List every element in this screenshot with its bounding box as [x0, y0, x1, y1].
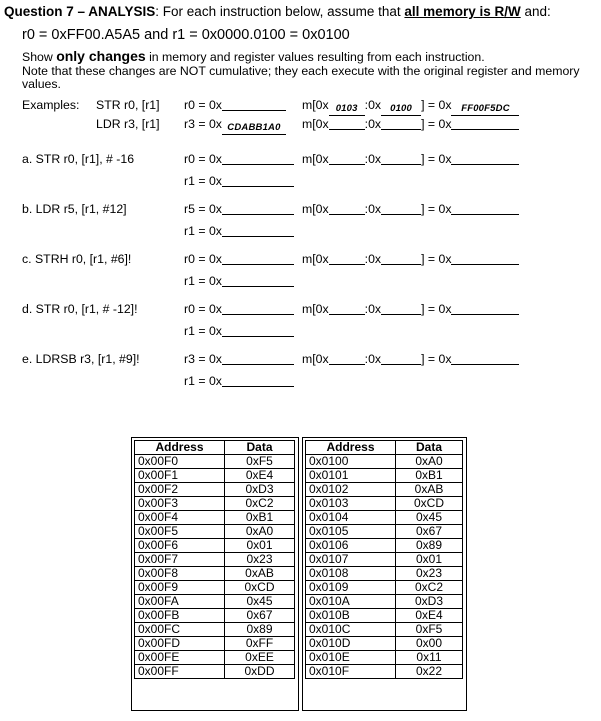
answer-blank[interactable]: [222, 324, 294, 337]
address-cell: 0x00F4: [135, 511, 225, 525]
address-cell: 0x0103: [306, 497, 396, 511]
initial-registers: r0 = 0xFF00.A5A5 and r1 = 0x0000.0100 = 0x0100: [22, 27, 350, 43]
mem-label: m[0x: [302, 302, 329, 316]
answer-blank[interactable]: [222, 252, 294, 265]
answer-blank[interactable]: [222, 374, 294, 387]
answer-blank[interactable]: [381, 152, 421, 165]
column-header: Data: [396, 441, 463, 455]
problem-register-2: [184, 224, 294, 238]
example2-memory: [302, 117, 519, 131]
data-cell: 0x00: [396, 637, 463, 651]
address-cell: 0x0109: [306, 581, 396, 595]
reg-label: r1 = 0x: [184, 374, 222, 388]
mem-sep: :0x: [364, 98, 382, 112]
answer-blank[interactable]: [451, 302, 519, 315]
reg-label: r1 = 0x: [184, 274, 222, 288]
table-row: [135, 567, 295, 581]
column-header: Address: [306, 441, 396, 455]
mem-eq: ] = 0x: [421, 302, 452, 316]
reg-label: r1 = 0x: [184, 324, 222, 338]
data-cell: 0xFF: [225, 637, 295, 651]
question-suffix: and:: [520, 4, 551, 19]
address-cell: 0x010A: [306, 595, 396, 609]
table-row: [135, 455, 295, 469]
problem-register-1: [184, 152, 294, 166]
answer-blank[interactable]: [451, 352, 519, 365]
table-row: [135, 511, 295, 525]
mem-sep: :0x: [364, 252, 382, 266]
data-cell: 0xF5: [225, 455, 295, 469]
example1-register: [184, 98, 286, 112]
table-row: [306, 553, 463, 567]
table-row: [135, 469, 295, 483]
table-row: [135, 651, 295, 665]
column-header: Data: [225, 441, 295, 455]
address-cell: 0x0105: [306, 525, 396, 539]
mem-eq: ] = 0x: [421, 352, 452, 366]
data-cell: 0x11: [396, 651, 463, 665]
reg-label: r3 = 0x: [184, 117, 222, 131]
mem-eq: ] = 0x: [421, 152, 452, 166]
mem-sep: :0x: [364, 117, 382, 131]
question-title: [4, 4, 551, 19]
mem-label: m[0x: [302, 202, 329, 216]
memory-table-left: [134, 440, 295, 679]
address-cell: 0x00F5: [135, 525, 225, 539]
data-cell: 0xA0: [396, 455, 463, 469]
data-cell: 0xE4: [396, 609, 463, 623]
table-row: [135, 497, 295, 511]
address-cell: 0x010C: [306, 623, 396, 637]
data-cell: 0xEE: [225, 651, 295, 665]
address-cell: 0x010F: [306, 665, 396, 679]
table-row: [306, 581, 463, 595]
desc-bold: only changes: [56, 48, 146, 64]
table-row: [135, 609, 295, 623]
problem-label: c. STRH r0, [r1, #6]!: [22, 252, 132, 266]
address-cell: 0x00FC: [135, 623, 225, 637]
data-cell: 0xB1: [225, 511, 295, 525]
example1-memory: [302, 98, 519, 116]
answer-blank[interactable]: [381, 302, 421, 315]
example2-register: [184, 117, 286, 135]
example2-instruction: LDR r3, [r1]: [96, 117, 160, 131]
desc-text: in memory and register values resulting from each instruction.: [145, 50, 485, 64]
data-cell: 0xC2: [396, 581, 463, 595]
table-row: [306, 483, 463, 497]
answer-blank: FF00F5DC: [451, 103, 519, 116]
data-cell: 0xAB: [225, 567, 295, 581]
reg-label: r0 = 0x: [184, 302, 222, 316]
address-cell: 0x00FF: [135, 665, 225, 679]
reg-label: r0 = 0x: [184, 152, 222, 166]
table-row: [306, 637, 463, 651]
address-cell: 0x0106: [306, 539, 396, 553]
problem-memory: [302, 152, 519, 166]
address-cell: 0x010D: [306, 637, 396, 651]
address-cell: 0x0101: [306, 469, 396, 483]
problem-label: d. STR r0, [r1, # -12]!: [22, 302, 138, 316]
data-cell: 0xA0: [225, 525, 295, 539]
desc-text: Show: [22, 50, 57, 64]
question-text: : For each instruction below, assume that: [155, 4, 405, 19]
problem-label: e. LDRSB r3, [r1, #9]!: [22, 352, 140, 366]
mem-sep: :0x: [364, 352, 382, 366]
answer-blank[interactable]: [451, 252, 519, 265]
data-cell: 0x01: [396, 553, 463, 567]
data-cell: 0x45: [225, 595, 295, 609]
data-cell: 0xD3: [225, 483, 295, 497]
data-cell: 0xAB: [396, 483, 463, 497]
answer-blank[interactable]: [222, 98, 286, 111]
answer-blank[interactable]: [451, 152, 519, 165]
address-cell: 0x0108: [306, 567, 396, 581]
address-cell: 0x00F7: [135, 553, 225, 567]
mem-sep: :0x: [364, 302, 382, 316]
mem-eq: ] = 0x: [421, 252, 452, 266]
table-row: [306, 511, 463, 525]
answer-blank[interactable]: [329, 152, 365, 165]
table-row: [306, 525, 463, 539]
mem-eq: ] = 0x: [421, 98, 452, 112]
data-cell: 0xE4: [225, 469, 295, 483]
table-row: [135, 637, 295, 651]
address-cell: 0x00FE: [135, 651, 225, 665]
address-cell: 0x00F0: [135, 455, 225, 469]
problem-register-2: [184, 374, 294, 388]
mem-label: m[0x: [302, 152, 329, 166]
answer-blank[interactable]: [329, 117, 365, 130]
address-cell: 0x00F1: [135, 469, 225, 483]
mem-sep: :0x: [364, 152, 382, 166]
table-row: [306, 455, 463, 469]
problem-label: b. LDR r5, [r1, #12]: [22, 202, 127, 216]
column-header: Address: [135, 441, 225, 455]
address-cell: 0x00FB: [135, 609, 225, 623]
table-row: [306, 469, 463, 483]
data-cell: 0x89: [225, 623, 295, 637]
address-cell: 0x00F8: [135, 567, 225, 581]
data-cell: 0x89: [396, 539, 463, 553]
answer-blank[interactable]: [329, 352, 365, 365]
question-prefix: Question 7 – ANALYSIS: [4, 4, 156, 19]
answer-blank[interactable]: [222, 152, 294, 165]
data-cell: 0xDD: [225, 665, 295, 679]
data-cell: 0x67: [396, 525, 463, 539]
table-row: [306, 595, 463, 609]
table-row: [135, 539, 295, 553]
reg-label: r1 = 0x: [184, 174, 222, 188]
reg-label: r0 = 0x: [184, 252, 222, 266]
problem-memory: [302, 252, 519, 266]
mem-eq: ] = 0x: [421, 117, 452, 131]
mem-label: m[0x: [302, 352, 329, 366]
example1-instruction: STR r0, [r1]: [96, 98, 160, 112]
address-cell: 0x00F2: [135, 483, 225, 497]
table-row: [306, 665, 463, 679]
table-row: [306, 651, 463, 665]
problem-register-1: [184, 252, 294, 266]
problem-register-1: [184, 352, 294, 366]
problem-register-2: [184, 174, 294, 188]
data-cell: 0xF5: [396, 623, 463, 637]
table-row: [135, 623, 295, 637]
desc-note: Note that these changes are NOT cumulative; they each execute with the original register and memory values.: [22, 63, 580, 91]
address-cell: 0x010E: [306, 651, 396, 665]
problem-register-1: [184, 302, 294, 316]
mem-sep: :0x: [364, 202, 382, 216]
answer-blank[interactable]: [222, 202, 294, 215]
question-emphasis: all memory is R/W: [404, 4, 521, 19]
address-cell: 0x0100: [306, 455, 396, 469]
address-cell: 0x0104: [306, 511, 396, 525]
address-cell: 0x00FA: [135, 595, 225, 609]
reg-label: r0 = 0x: [184, 98, 222, 112]
data-cell: 0xCD: [225, 581, 295, 595]
table-row: [135, 581, 295, 595]
data-cell: 0xC2: [225, 497, 295, 511]
table-row: [306, 539, 463, 553]
answer-blank[interactable]: [222, 302, 294, 315]
address-cell: 0x0102: [306, 483, 396, 497]
table-row: [135, 525, 295, 539]
answer-blank[interactable]: [381, 202, 421, 215]
data-cell: 0xD3: [396, 595, 463, 609]
answer-blank[interactable]: [222, 352, 294, 365]
address-cell: 0x00F6: [135, 539, 225, 553]
table-row: [135, 665, 295, 679]
table-row: [135, 595, 295, 609]
table-row: [306, 609, 463, 623]
memory-table-right: [305, 440, 463, 679]
data-cell: 0x45: [396, 511, 463, 525]
data-cell: 0x01: [225, 539, 295, 553]
problem-memory: [302, 302, 519, 316]
table-row: [135, 483, 295, 497]
answer-blank[interactable]: [451, 117, 519, 130]
answer-blank[interactable]: [451, 202, 519, 215]
reg-label: r3 = 0x: [184, 352, 222, 366]
data-cell: 0x22: [396, 665, 463, 679]
address-cell: 0x00FD: [135, 637, 225, 651]
answer-blank[interactable]: [381, 352, 421, 365]
answer-blank[interactable]: [329, 302, 365, 315]
address-cell: 0x010B: [306, 609, 396, 623]
answer-blank: 0100: [381, 103, 421, 116]
problem-memory: [302, 202, 519, 216]
answer-blank[interactable]: [222, 224, 294, 237]
problem-register-1: [184, 202, 294, 216]
address-cell: 0x00F9: [135, 581, 225, 595]
answer-blank[interactable]: [222, 274, 294, 287]
instructions-description: [22, 50, 597, 92]
table-row: [306, 497, 463, 511]
answer-blank[interactable]: [381, 252, 421, 265]
answer-blank[interactable]: [222, 174, 294, 187]
address-cell: 0x0107: [306, 553, 396, 567]
data-cell: 0xB1: [396, 469, 463, 483]
examples-label: Examples:: [22, 98, 80, 112]
table-row: [306, 567, 463, 581]
data-cell: 0xCD: [396, 497, 463, 511]
mem-label: m[0x: [302, 117, 329, 131]
data-cell: 0x23: [225, 553, 295, 567]
answer-blank: CDABB1A0: [222, 122, 286, 135]
problem-register-2: [184, 324, 294, 338]
answer-blank[interactable]: [329, 202, 365, 215]
data-cell: 0x67: [225, 609, 295, 623]
table-row: [306, 623, 463, 637]
problem-label: a. STR r0, [r1], # -16: [22, 152, 135, 166]
table-row: [135, 553, 295, 567]
mem-label: m[0x: [302, 98, 329, 112]
address-cell: 0x00F3: [135, 497, 225, 511]
problem-memory: [302, 352, 519, 366]
answer-blank[interactable]: [329, 252, 365, 265]
problem-register-2: [184, 274, 294, 288]
mem-eq: ] = 0x: [421, 202, 452, 216]
mem-label: m[0x: [302, 252, 329, 266]
answer-blank: 0103: [329, 103, 365, 116]
reg-label: r1 = 0x: [184, 224, 222, 238]
data-cell: 0x23: [396, 567, 463, 581]
reg-label: r5 = 0x: [184, 202, 222, 216]
answer-blank[interactable]: [381, 117, 421, 130]
